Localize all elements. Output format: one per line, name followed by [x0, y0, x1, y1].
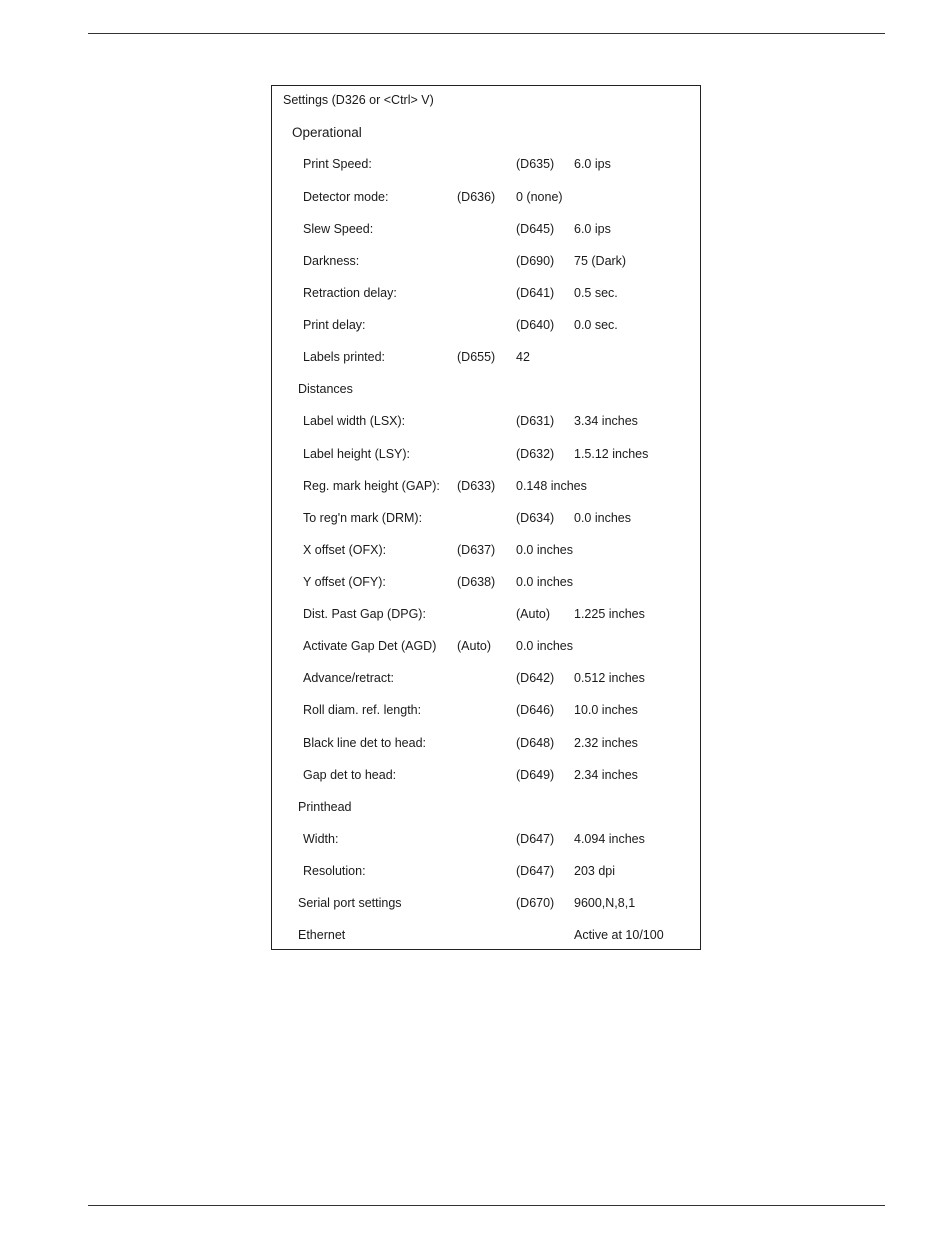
setting-label: Reg. mark height (GAP):: [303, 479, 440, 493]
setting-row-ethernet: [272, 925, 700, 945]
setting-value: 0.0 inches: [516, 543, 573, 557]
section-heading: Distances: [298, 382, 353, 396]
setting-code: (D690): [516, 254, 555, 268]
setting-row-to-regn-mark: [272, 508, 700, 528]
top-rule: [88, 33, 885, 34]
setting-value: 0.0 inches: [574, 511, 631, 525]
setting-value: 75 (Dark): [574, 254, 627, 268]
setting-value: 3.34 inches: [574, 414, 638, 428]
setting-label: Dist. Past Gap (DPG):: [303, 607, 426, 621]
setting-row-labels-printed: [272, 347, 700, 367]
setting-label: Resolution:: [303, 864, 366, 878]
setting-row-y-offset: [272, 572, 700, 592]
section-heading-operational: [272, 123, 700, 143]
setting-code: (D642): [516, 671, 555, 685]
setting-label: Roll diam. ref. length:: [303, 703, 422, 717]
setting-code: (D634): [516, 511, 555, 525]
setting-code: (D633): [457, 479, 496, 493]
setting-label: Black line det to head:: [303, 736, 426, 750]
setting-row-dist-past-gap: [272, 604, 700, 624]
setting-code: (D637): [457, 543, 496, 557]
section-heading-printhead: [272, 797, 700, 817]
setting-row-reg-mark-height: [272, 476, 700, 496]
setting-row-retraction-delay: [272, 283, 700, 303]
setting-label: Print delay:: [303, 318, 366, 332]
setting-code: (Auto): [516, 607, 551, 621]
setting-value: 0 (none): [516, 190, 563, 204]
section-heading: Operational: [292, 125, 362, 140]
setting-value: 0.148 inches: [516, 479, 587, 493]
setting-value: 9600,N,8,1: [574, 896, 636, 910]
setting-code: (D649): [516, 768, 555, 782]
setting-value: 6.0 ips: [574, 157, 611, 171]
setting-label: Label height (LSY):: [303, 447, 411, 461]
setting-label: Y offset (OFY):: [303, 575, 386, 589]
setting-value: Active at 10/100: [574, 928, 664, 942]
setting-row-detector-mode: [272, 187, 700, 207]
setting-value: 0.0 inches: [516, 575, 573, 589]
setting-row-printhead-resolution: [272, 861, 700, 881]
setting-code: (D640): [516, 318, 555, 332]
setting-label: Advance/retract:: [303, 671, 395, 685]
setting-row-printhead-width: [272, 829, 700, 849]
setting-row-advance-retract: [272, 668, 700, 688]
setting-code: (D646): [516, 703, 555, 717]
settings-title-row: [272, 90, 700, 110]
setting-code: (D670): [516, 896, 555, 910]
setting-value: 0.5 sec.: [574, 286, 618, 300]
setting-label: Width:: [303, 832, 339, 846]
setting-row-label-height: [272, 444, 700, 464]
setting-label: Label width (LSX):: [303, 414, 406, 428]
setting-label: X offset (OFX):: [303, 543, 387, 557]
setting-row-roll-diam-ref-length: [272, 700, 700, 720]
setting-row-black-line-det-to-head: [272, 733, 700, 753]
setting-label: Serial port settings: [298, 896, 402, 910]
setting-value: 203 dpi: [574, 864, 616, 878]
setting-row-serial-port: [272, 893, 700, 913]
setting-value: 42: [516, 350, 530, 364]
setting-value: 0.0 sec.: [574, 318, 618, 332]
setting-code: (D636): [457, 190, 496, 204]
setting-label: Gap det to head:: [303, 768, 397, 782]
setting-row-print-speed: [272, 154, 700, 174]
setting-label: Labels printed:: [303, 350, 386, 364]
setting-value: 0.0 inches: [516, 639, 573, 653]
setting-value: 2.32 inches: [574, 736, 638, 750]
settings-title: Settings (D326 or <Ctrl> V): [283, 93, 434, 107]
setting-value: 10.0 inches: [574, 703, 638, 717]
setting-row-x-offset: [272, 540, 700, 560]
setting-label: Slew Speed:: [303, 222, 374, 236]
setting-code: (Auto): [457, 639, 492, 653]
setting-value: 4.094 inches: [574, 832, 645, 846]
setting-code: (D647): [516, 864, 555, 878]
setting-code: (D631): [516, 414, 555, 428]
setting-row-gap-det-to-head: [272, 765, 700, 785]
setting-row-darkness: [272, 251, 700, 271]
setting-row-slew-speed: [272, 219, 700, 239]
setting-label: Ethernet: [298, 928, 346, 942]
setting-row-activate-gap-det: [272, 636, 700, 656]
setting-code: (D647): [516, 832, 555, 846]
setting-value: 1.5.12 inches: [574, 447, 649, 461]
setting-row-print-delay: [272, 315, 700, 335]
setting-value: 2.34 inches: [574, 768, 638, 782]
setting-label: Darkness:: [303, 254, 360, 268]
setting-code: (D648): [516, 736, 555, 750]
setting-code: (D655): [457, 350, 496, 364]
setting-value: 1.225 inches: [574, 607, 645, 621]
setting-code: (D641): [516, 286, 555, 300]
settings-panel: [271, 85, 701, 950]
setting-label: To reg'n mark (DRM):: [303, 511, 423, 525]
setting-label: Detector mode:: [303, 190, 389, 204]
setting-code: (D638): [457, 575, 496, 589]
setting-code: (D635): [516, 157, 555, 171]
setting-label: Activate Gap Det (AGD): [303, 639, 437, 653]
setting-value: 0.512 inches: [574, 671, 645, 685]
setting-code: (D632): [516, 447, 555, 461]
section-heading: Printhead: [298, 800, 352, 814]
setting-label: Retraction delay:: [303, 286, 397, 300]
setting-row-label-width: [272, 411, 700, 431]
bottom-rule: [88, 1205, 885, 1206]
section-heading-distances: [272, 379, 700, 399]
setting-code: (D645): [516, 222, 555, 236]
setting-value: 6.0 ips: [574, 222, 611, 236]
setting-label: Print Speed:: [303, 157, 372, 171]
